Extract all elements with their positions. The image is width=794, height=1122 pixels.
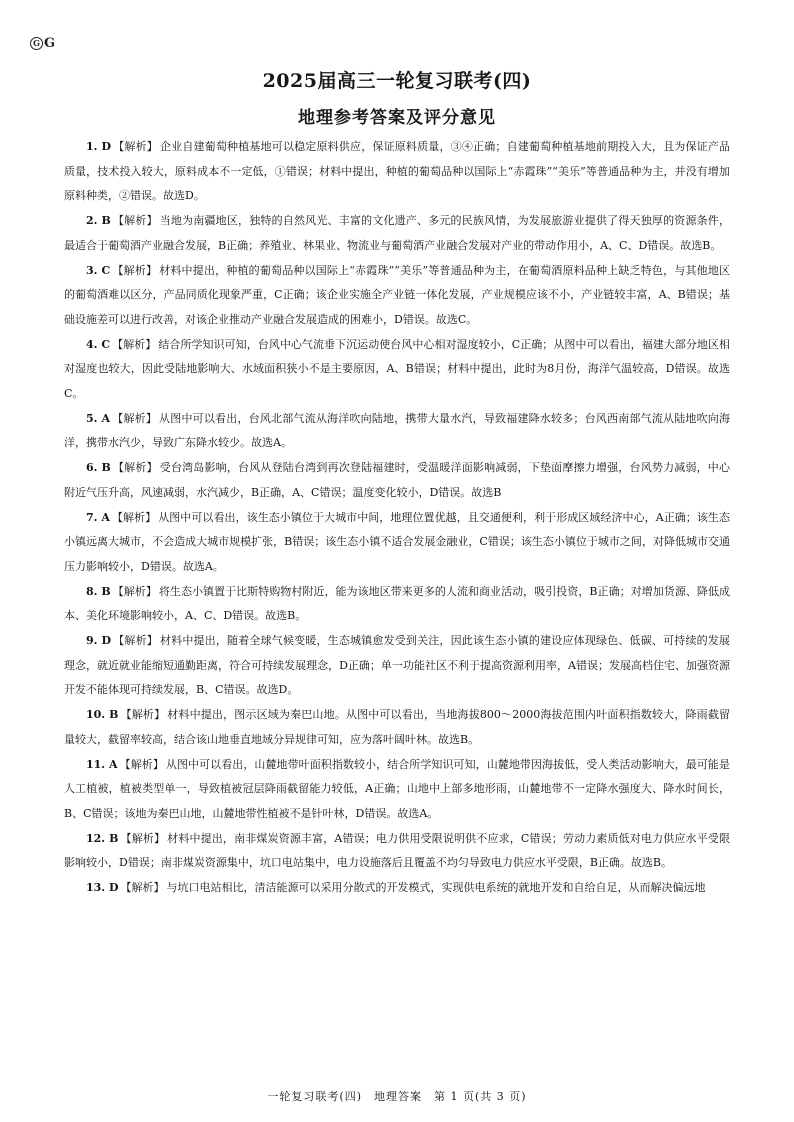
analysis-tag: 【解析】 — [112, 584, 157, 598]
analysis-tag: 【解析】 — [112, 337, 157, 351]
analysis-text: 从图中可以看出，该生态小镇位于大城市中间，地理位置优越，且交通便利，利于形成区域经济中心，A正确；该生态小镇远离大城市，不会造成大城市规模扩张，B错误；该生态小镇不适合发展金融业，C错误；该生态小镇位于城市之间，对降低城市交通压力影响较小，D错误。故选A。 — [64, 510, 730, 573]
answer-number: 12. B — [86, 831, 119, 845]
answer-item — [64, 259, 730, 333]
analysis-text: 将生态小镇置于比斯特购物村附近，能为该地区带来更多的人流和商业活动，吸引投资，B正确；对增加货源、降低成本、美化环境影响较小，A、C、D错误。故选B。 — [64, 584, 730, 623]
analysis-tag: 【解析】 — [112, 461, 158, 475]
answer-number: 2. B — [86, 214, 111, 228]
answer-item — [64, 580, 730, 629]
logo-circle-icon: G — [30, 37, 43, 50]
analysis-tag: 【解析】 — [119, 757, 164, 771]
answer-number: 9. D — [86, 634, 112, 648]
logo — [30, 36, 55, 51]
analysis-text: 结合所学知识可知，台风中心气流垂下沉运动使台风中心相对湿度较小，C正确；从图中可以看出，福建大部分地区相对湿度也较大，因此受陆地影响大、水域面积狭小不是主要原因，A、B错误；材料中提出，此时为8月份，海洋气温较高，D错误。故选C。 — [64, 337, 731, 401]
answer-item — [64, 827, 730, 876]
answer-number: 5. A — [86, 411, 111, 425]
page-subtitle: 地理参考答案及评分意见 — [298, 108, 496, 128]
answer-item — [64, 333, 730, 407]
answer-item — [64, 209, 730, 258]
answer-item — [64, 456, 730, 505]
analysis-text: 与坑口电站相比，清洁能源可以采用分散式的开发模式，实现供电系统的就地开发和自给自足，从而解决偏远地 — [166, 881, 706, 895]
logo-text: G — [44, 36, 56, 51]
analysis-tag: 【解析】 — [120, 881, 165, 895]
answer-item — [64, 506, 730, 580]
analysis-tag: 【解析】 — [112, 263, 158, 277]
analysis-tag: 【解析】 — [113, 140, 158, 153]
analysis-tag: 【解析】 — [120, 831, 166, 845]
answer-number: 8. B — [86, 584, 111, 598]
analysis-tag: 【解析】 — [120, 708, 166, 722]
answer-number: 7. A — [86, 510, 110, 524]
analysis-text: 受台湾岛影响，台风从登陆台湾到再次登陆福建时，受温暖洋面影响减弱，下垫面摩擦力增强，台风势力减弱，中心附近气压升高，风速减弱，水汽减少，B正确，A、C错误；温度变化较小，D错误。故选B — [64, 461, 730, 499]
answer-item — [64, 703, 730, 752]
answer-number: 1. D — [86, 140, 112, 153]
answer-item — [64, 407, 730, 456]
analysis-tag: 【解析】 — [112, 411, 158, 425]
answer-item — [64, 753, 730, 827]
answer-number: 11. A — [86, 757, 118, 771]
analysis-text: 企业自建葡萄种植基地可以稳定原料供应，保证原料质量，③④正确；自建葡萄种植基地前期投入大，且为保证产品质量，技术投入较大，原料成本不一定低，①错误；材料中提出，种植的葡萄品种以国际上“赤霞珠”“美乐”等普通品种为主，并没有增加原料种类，②错误。故选D。 — [64, 140, 731, 203]
page-title: 2025届高三一轮复习联考(四) — [262, 70, 532, 92]
analysis-text: 从图中可以看出，台风北部气流从海洋吹向陆地，携带大量水汽，导致福建降水较多；台风西南部气流从陆地吹向海洋，携带水汽少，导致广东降水较少。故选A。 — [64, 411, 730, 450]
answer-item — [64, 876, 730, 901]
analysis-text: 材料中提出，种植的葡萄品种以国际上“赤霞珠”“美乐”等普通品种为主，在葡萄酒原料品种上缺乏特色，与其他地区的葡萄酒难以区分，产品同质化现象严重，C正确；该企业实施全产业链一体化发展，产业规模应该不小，产业链较丰富，A、B错误；基础设施差可以进行改善，对该企业推动产业融合发展造成的困难小，D错误。故选C。 — [64, 263, 731, 326]
answer-list — [64, 135, 730, 901]
answer-number: 6. B — [86, 461, 111, 475]
analysis-text: 材料中提出，随着全球气候变暖，生态城镇愈发受到关注，因此该生态小镇的建设应体现绿色、低碳、可持续的发展理念，就近就业能缩短通勤距离，符合可持续发展理念，D正确；单一功能社区不利于提高资源利用率，A错误；发展高档住宅、加强资源开发不能体现可持续发展，B、C错误。故选D。 — [64, 634, 731, 697]
analysis-text: 当地为南疆地区，独特的自然风光、丰富的文化遗产、多元的民族风情，为发展旅游业提供了得天独厚的资源条件，最适合于葡萄酒产业融合发展，B正确；养殖业、林果业、物流业与葡萄酒产业融合发展对产业的带动作用小，A、C、D错误。故选B。 — [64, 214, 730, 252]
answer-number: 13. D — [86, 881, 119, 895]
answer-item — [64, 135, 730, 209]
analysis-text: 材料中提出，南非煤炭资源丰富，A错误；电力供用受限说明供不应求，C错误；劳动力素质低对电力供应水平受限影响较小，D错误；南非煤炭资源集中，坑口电站集中，电力设施落后且覆盖不均匀导致电力供应水平受限，B正确。故选B。 — [64, 831, 731, 870]
answer-number: 10. B — [86, 708, 119, 722]
analysis-tag: 【解析】 — [111, 510, 157, 524]
answer-number: 3. C — [86, 263, 111, 277]
page-footer: 一轮复习联考(四) 地理答案 第 1 页(共 3 页) — [267, 1090, 527, 1103]
analysis-tag: 【解析】 — [112, 214, 158, 228]
analysis-text: 从图中可以看出，山麓地带叶面积指数较小，结合所学知识可知，山麓地带因海拔低，受人类活动影响大，最可能是人工植被，植被类型单一，导致植被冠层降雨截留能力较低，A正确；山地中上部多地形雨，山麓地带不一定降水强度大、降水时间长，B、C错误；该地为秦巴山地，山麓地带性植被不是针叶林，D错误。故选A。 — [64, 757, 730, 820]
analysis-tag: 【解析】 — [113, 634, 158, 648]
answer-item — [64, 629, 730, 703]
analysis-text: 材料中提出，图示区域为秦巴山地。从图中可以看出，当地海拔800～2000海拔范围内叶面积指数较大，降雨截留量较大，截留率较高，结合该山地垂直地域分异规律可知，应为落叶阔叶林。故选B。 — [64, 708, 730, 746]
answer-number: 4. C — [86, 337, 111, 351]
